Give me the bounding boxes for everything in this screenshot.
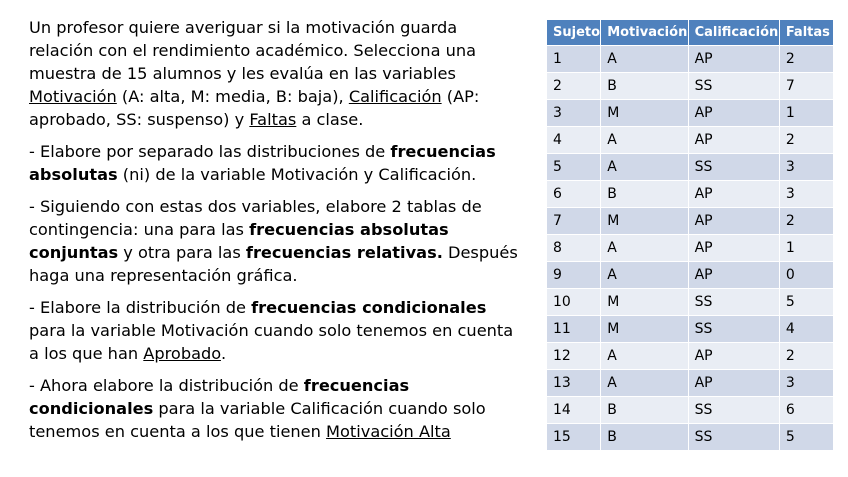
- cell-sujeto: 11: [547, 316, 601, 343]
- cell-calificacion: SS: [688, 154, 779, 181]
- task-3-text-1: - Elabore la distribución de: [29, 298, 252, 317]
- cell-sujeto: 12: [547, 343, 601, 370]
- table-header: [547, 20, 834, 46]
- cell-calificacion: AP: [688, 343, 779, 370]
- task-3: [29, 296, 521, 365]
- intro-paragraph: [29, 16, 521, 131]
- table-row: [547, 424, 834, 451]
- task-2-text-2: y otra para las: [118, 243, 246, 262]
- cell-motivacion: A: [601, 46, 688, 73]
- task-1-text-2: (ni) de la variable Motivación y Calificación.: [117, 165, 477, 184]
- cell-calificacion: SS: [688, 397, 779, 424]
- table-row: [547, 208, 834, 235]
- header-row: [547, 20, 834, 46]
- table-row: [547, 181, 834, 208]
- cell-faltas: 2: [779, 343, 833, 370]
- cell-faltas: 2: [779, 127, 833, 154]
- cell-sujeto: 6: [547, 181, 601, 208]
- cell-faltas: 1: [779, 235, 833, 262]
- cell-calificacion: SS: [688, 73, 779, 100]
- cell-sujeto: 9: [547, 262, 601, 289]
- cell-motivacion: B: [601, 73, 688, 100]
- cell-motivacion: B: [601, 397, 688, 424]
- task-2-bold-1: frecuencias absolutas conjuntas: [29, 220, 449, 262]
- header-sujeto: Sujeto: [547, 20, 601, 46]
- task-1-bold: frecuencias absolutas: [29, 142, 496, 184]
- table-row: [547, 46, 834, 73]
- task-2-bold-2: frecuencias relativas.: [245, 243, 443, 262]
- header-motivacion: Motivación: [601, 20, 688, 46]
- task-4-text-1: - Ahora elabore la distribución de: [29, 376, 304, 395]
- variable-faltas: Faltas: [249, 110, 297, 129]
- table-row: [547, 154, 834, 181]
- task-3-underline: Aprobado: [143, 344, 221, 363]
- cell-calificacion: AP: [688, 262, 779, 289]
- cell-calificacion: SS: [688, 316, 779, 343]
- cell-motivacion: M: [601, 289, 688, 316]
- header-calificacion: Calificación: [688, 20, 779, 46]
- cell-sujeto: 13: [547, 370, 601, 397]
- cell-faltas: 5: [779, 424, 833, 451]
- cell-calificacion: SS: [688, 289, 779, 316]
- problem-statement: [29, 16, 521, 452]
- table-row: [547, 289, 834, 316]
- table-body: [547, 46, 834, 451]
- cell-calificacion: AP: [688, 46, 779, 73]
- variable-calificacion: Calificación: [348, 87, 442, 106]
- cell-motivacion: B: [601, 424, 688, 451]
- cell-sujeto: 4: [547, 127, 601, 154]
- cell-motivacion: A: [601, 343, 688, 370]
- task-2-text-3: Después haga una representación gráfica.: [29, 243, 518, 285]
- intro-text-1: Un profesor quiere averiguar si la motivación guarda relación con el rendimiento académico. Selecciona una muestra de 15 alumnos y les evalúa en las variables: [29, 18, 477, 83]
- cell-motivacion: M: [601, 100, 688, 127]
- cell-faltas: 0: [779, 262, 833, 289]
- table-row: [547, 100, 834, 127]
- table-row: [547, 235, 834, 262]
- cell-sujeto: 1: [547, 46, 601, 73]
- table-row: [547, 262, 834, 289]
- cell-motivacion: A: [601, 127, 688, 154]
- cell-calificacion: AP: [688, 235, 779, 262]
- task-1-text-1: - Elabore por separado las distribuciones de: [29, 142, 391, 161]
- cell-sujeto: 5: [547, 154, 601, 181]
- cell-faltas: 3: [779, 181, 833, 208]
- cell-motivacion: M: [601, 208, 688, 235]
- task-4-text-2: para la variable Calificación cuando solo tenemos en cuenta a los que tienen: [29, 399, 486, 441]
- cell-calificacion: AP: [688, 181, 779, 208]
- task-3-text-2: para la variable Motivación cuando solo tenemos en cuenta a los que han: [29, 321, 514, 363]
- cell-motivacion: M: [601, 316, 688, 343]
- cell-motivacion: A: [601, 154, 688, 181]
- cell-sujeto: 8: [547, 235, 601, 262]
- table-row: [547, 316, 834, 343]
- cell-calificacion: AP: [688, 370, 779, 397]
- table-row: [547, 397, 834, 424]
- cell-calificacion: SS: [688, 424, 779, 451]
- task-4: [29, 374, 521, 443]
- cell-calificacion: AP: [688, 100, 779, 127]
- variable-motivacion: Motivación: [29, 87, 117, 106]
- cell-faltas: 3: [779, 370, 833, 397]
- table-row: [547, 370, 834, 397]
- task-2-text-1: - Siguiendo con estas dos variables, elabore 2 tablas de contingencia: una para las: [29, 197, 482, 239]
- cell-sujeto: 3: [547, 100, 601, 127]
- cell-faltas: 3: [779, 154, 833, 181]
- intro-text-3: (AP: aprobado, SS: suspenso) y: [29, 87, 480, 129]
- cell-sujeto: 2: [547, 73, 601, 100]
- task-3-text-3: .: [220, 344, 227, 363]
- cell-motivacion: A: [601, 370, 688, 397]
- cell-sujeto: 15: [547, 424, 601, 451]
- intro-text-4: a clase.: [296, 110, 364, 129]
- cell-calificacion: AP: [688, 127, 779, 154]
- header-faltas: Faltas: [779, 20, 833, 46]
- cell-faltas: 5: [779, 289, 833, 316]
- intro-text-2: (A: alta, M: media, B: baja),: [116, 87, 349, 106]
- task-3-bold: frecuencias condicionales: [251, 298, 487, 317]
- data-table: [546, 19, 834, 451]
- cell-motivacion: A: [601, 235, 688, 262]
- cell-sujeto: 7: [547, 208, 601, 235]
- cell-faltas: 2: [779, 46, 833, 73]
- cell-sujeto: 14: [547, 397, 601, 424]
- cell-faltas: 6: [779, 397, 833, 424]
- cell-faltas: 7: [779, 73, 833, 100]
- cell-faltas: 2: [779, 208, 833, 235]
- cell-calificacion: AP: [688, 208, 779, 235]
- cell-motivacion: B: [601, 181, 688, 208]
- cell-sujeto: 10: [547, 289, 601, 316]
- task-4-bold: frecuencias condicionales: [29, 376, 410, 418]
- table-row: [547, 127, 834, 154]
- cell-motivacion: A: [601, 262, 688, 289]
- task-1: [29, 140, 521, 186]
- task-2: [29, 195, 521, 287]
- table-row: [547, 73, 834, 100]
- cell-faltas: 4: [779, 316, 833, 343]
- cell-faltas: 1: [779, 100, 833, 127]
- task-4-underline: Motivación Alta: [326, 422, 451, 441]
- table-row: [547, 343, 834, 370]
